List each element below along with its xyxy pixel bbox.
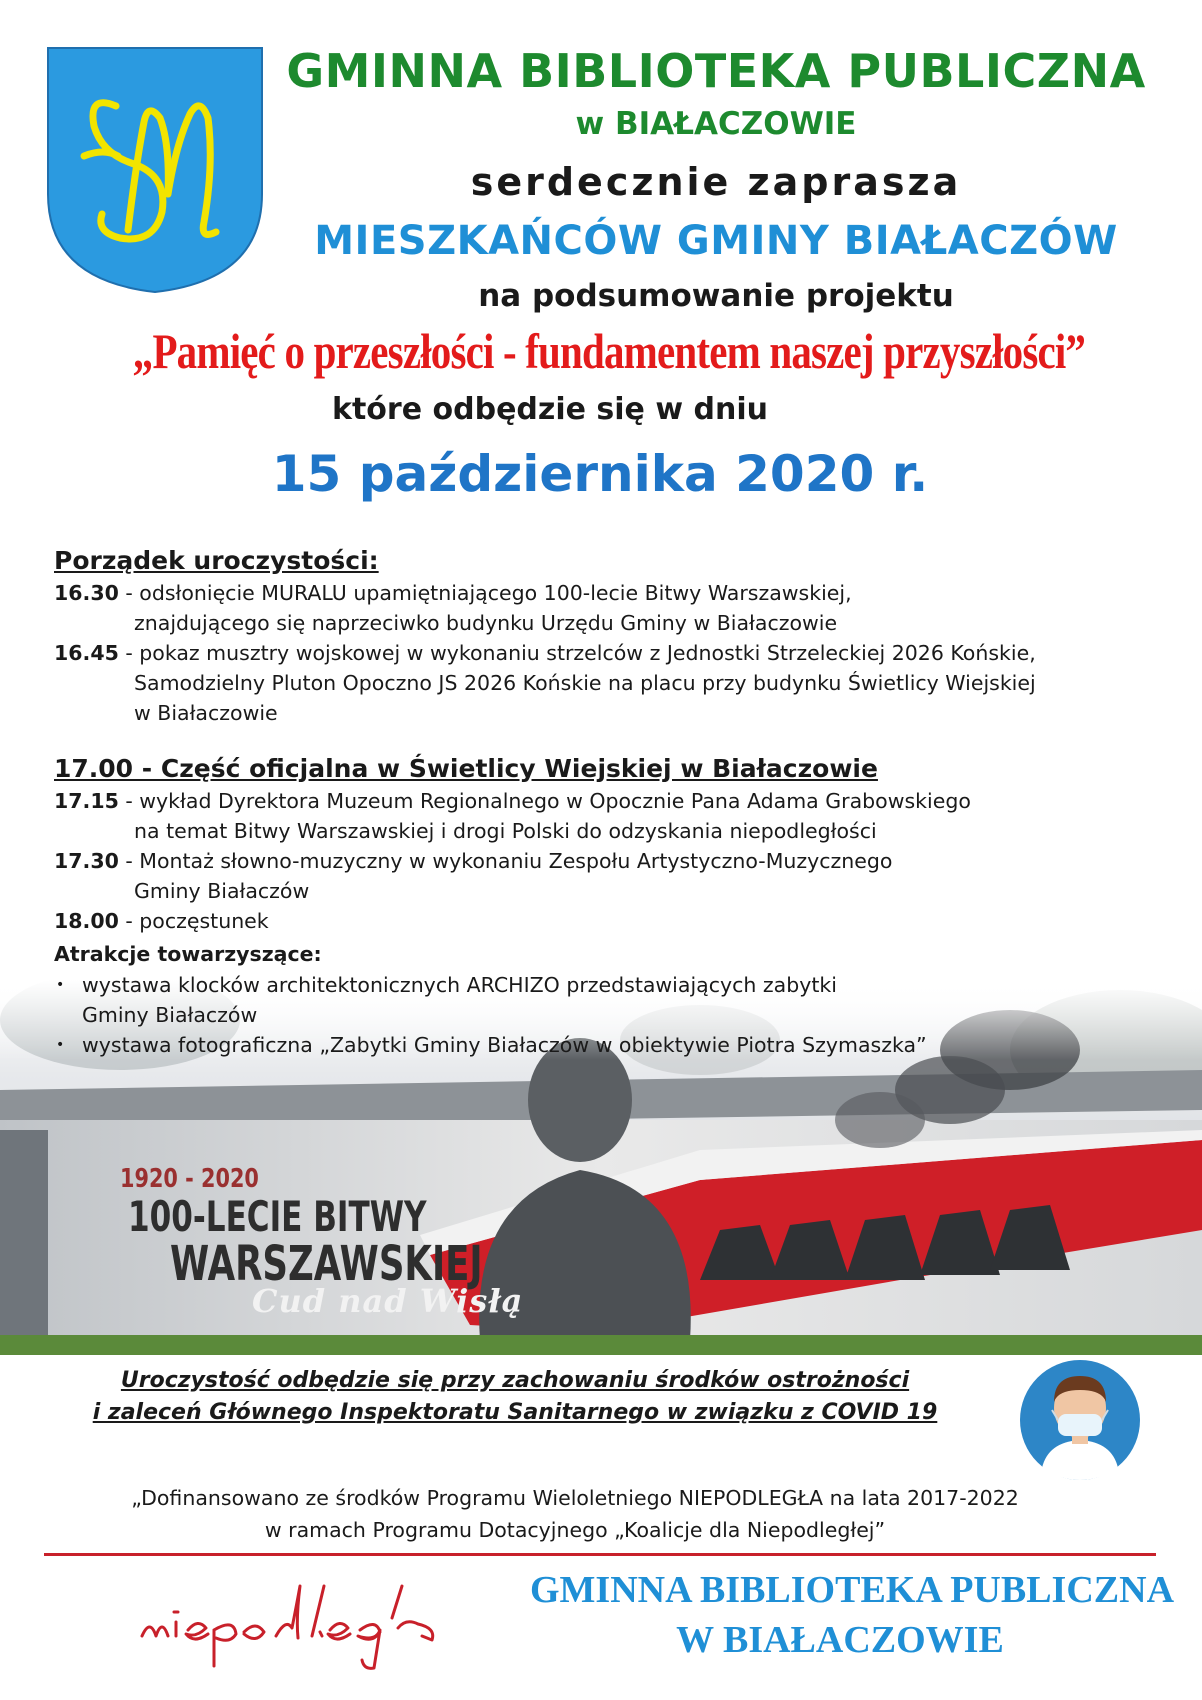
- programme-item-time: 16.45: [54, 641, 119, 665]
- programme-item-continuation: Samodzielny Pluton Opoczno JS 2026 Końskie na placu przy budynku Świetlicy Wiejskiej: [134, 671, 1036, 695]
- funding-note: [70, 1482, 1080, 1546]
- funding-line1: „Dofinansowano ze środków Programu Wieloletniego NIEPODLEGŁA na lata 2017-2022: [131, 1486, 1019, 1510]
- project-title: „Pamięć o przeszłości - fundamentem naszej przyszłości”: [132, 323, 1086, 379]
- mural-years: 1920 - 2020: [120, 1164, 259, 1194]
- programme-item-continuation: w Białaczowie: [134, 701, 278, 725]
- niepodlegla-logo: [136, 1578, 446, 1670]
- extras-list: [54, 970, 1104, 1060]
- face-mask-icon: [1018, 1358, 1142, 1482]
- programme-item-continuation: znajdującego się naprzeciwko budynku Urzędu Gminy w Białaczowie: [134, 611, 838, 635]
- programme-item-text: odsłonięcie MURALU upamiętniającego 100-lecie Bitwy Warszawskiej,: [139, 581, 852, 605]
- programme-item-separator: -: [118, 581, 140, 605]
- mural-title-line2: WARSZAWSKIEJ: [170, 1236, 483, 1292]
- programme-item: [54, 906, 1164, 936]
- programme-item-separator: -: [118, 789, 140, 813]
- programme-item-time: 18.00: [54, 909, 119, 933]
- safety-notice-line1: Uroczystość odbędzie się przy zachowaniu środków ostrożności: [120, 1368, 910, 1393]
- programme-item-separator: -: [118, 641, 140, 665]
- safety-notice: [60, 1365, 970, 1429]
- mural-subtitle: Cud nad Wisłą: [252, 1282, 524, 1320]
- funding-line2: w ramach Programu Dotacyjnego „Koalicje dla Niepodległej”: [264, 1518, 886, 1542]
- extras-item-line: Gminy Białaczów: [82, 1003, 258, 1027]
- invitation-line: serdecznie zaprasza: [470, 160, 962, 204]
- programme-item-continuation: Gminy Białaczów: [134, 879, 310, 903]
- programme-item-text: Montaż słowno-muzyczny w wykonaniu Zespołu Artystyczno-Muzycznego: [139, 849, 893, 873]
- audience-line: MIESZKAŃCÓW GMINY BIAŁACZÓW: [314, 218, 1118, 264]
- organizer-name: GMINNA BIBLIOTEKA PUBLICZNA: [286, 44, 1146, 98]
- extras-heading: Atrakcje towarzyszące:: [54, 942, 322, 966]
- safety-notice-line2: i zaleceń Głównego Inspektoratu Sanitarnego w związku z COVID 19: [92, 1400, 938, 1425]
- mural-title-line1: 100-LECIE BITWY: [128, 1192, 427, 1241]
- programme-item-continuation: na temat Bitwy Warszawskiej i drogi Polski do odzyskania niepodległości: [134, 819, 877, 843]
- programme-item: [54, 638, 1164, 668]
- extras-item: [54, 970, 1104, 1030]
- event-date: 15 października 2020 r.: [271, 445, 929, 503]
- programme-item-separator: -: [118, 849, 140, 873]
- programme-item: [54, 786, 1164, 816]
- programme-item-text: pokaz musztry wojskowej w wykonaniu strzelców z Jednostki Strzeleckiej 2026 Końskie,: [139, 641, 1036, 665]
- programme-item-text: poczęstunek: [139, 909, 269, 933]
- extras-item: [54, 1030, 1104, 1060]
- programme-item-time: 17.15: [54, 789, 119, 813]
- official-part-list: [54, 786, 1164, 936]
- purpose-line: na podsumowanie projektu: [478, 278, 954, 314]
- programme-item-text: wykład Dyrektora Muzeum Regionalnego w Opocznie Pana Adama Grabowskiego: [139, 789, 971, 813]
- organizer-location: w BIAŁACZOWIE: [575, 106, 857, 142]
- date-intro: które odbędzie się w dniu: [332, 392, 768, 427]
- programme-item-separator: -: [118, 909, 140, 933]
- footer-organizer-location: W BIAŁACZOWIE: [676, 1619, 1004, 1661]
- programme-item-time: 17.30: [54, 849, 119, 873]
- programme-item: [54, 578, 1164, 608]
- programme-heading: Porządek uroczystości:: [54, 546, 379, 575]
- programme-item-time: 16.30: [54, 581, 119, 605]
- official-part-heading: 17.00 - Część oficjalna w Świetlicy Wiejskiej w Białaczowie: [54, 754, 878, 783]
- extras-item-line: • wystawa klocków architektonicznych ARCHIZO przedstawiających zabytki: [82, 973, 837, 997]
- footer-organizer-name: GMINNA BIBLIOTEKA PUBLICZNA: [530, 1569, 1175, 1611]
- programme-item: [54, 846, 1164, 876]
- extras-item-line: • wystawa fotograficzna „Zabytki Gminy Białaczów w obiektywie Piotra Szymaszka”: [82, 1033, 927, 1057]
- footer-divider: [44, 1553, 1156, 1556]
- programme-list: [54, 578, 1164, 728]
- coat-of-arms-icon: [44, 44, 266, 296]
